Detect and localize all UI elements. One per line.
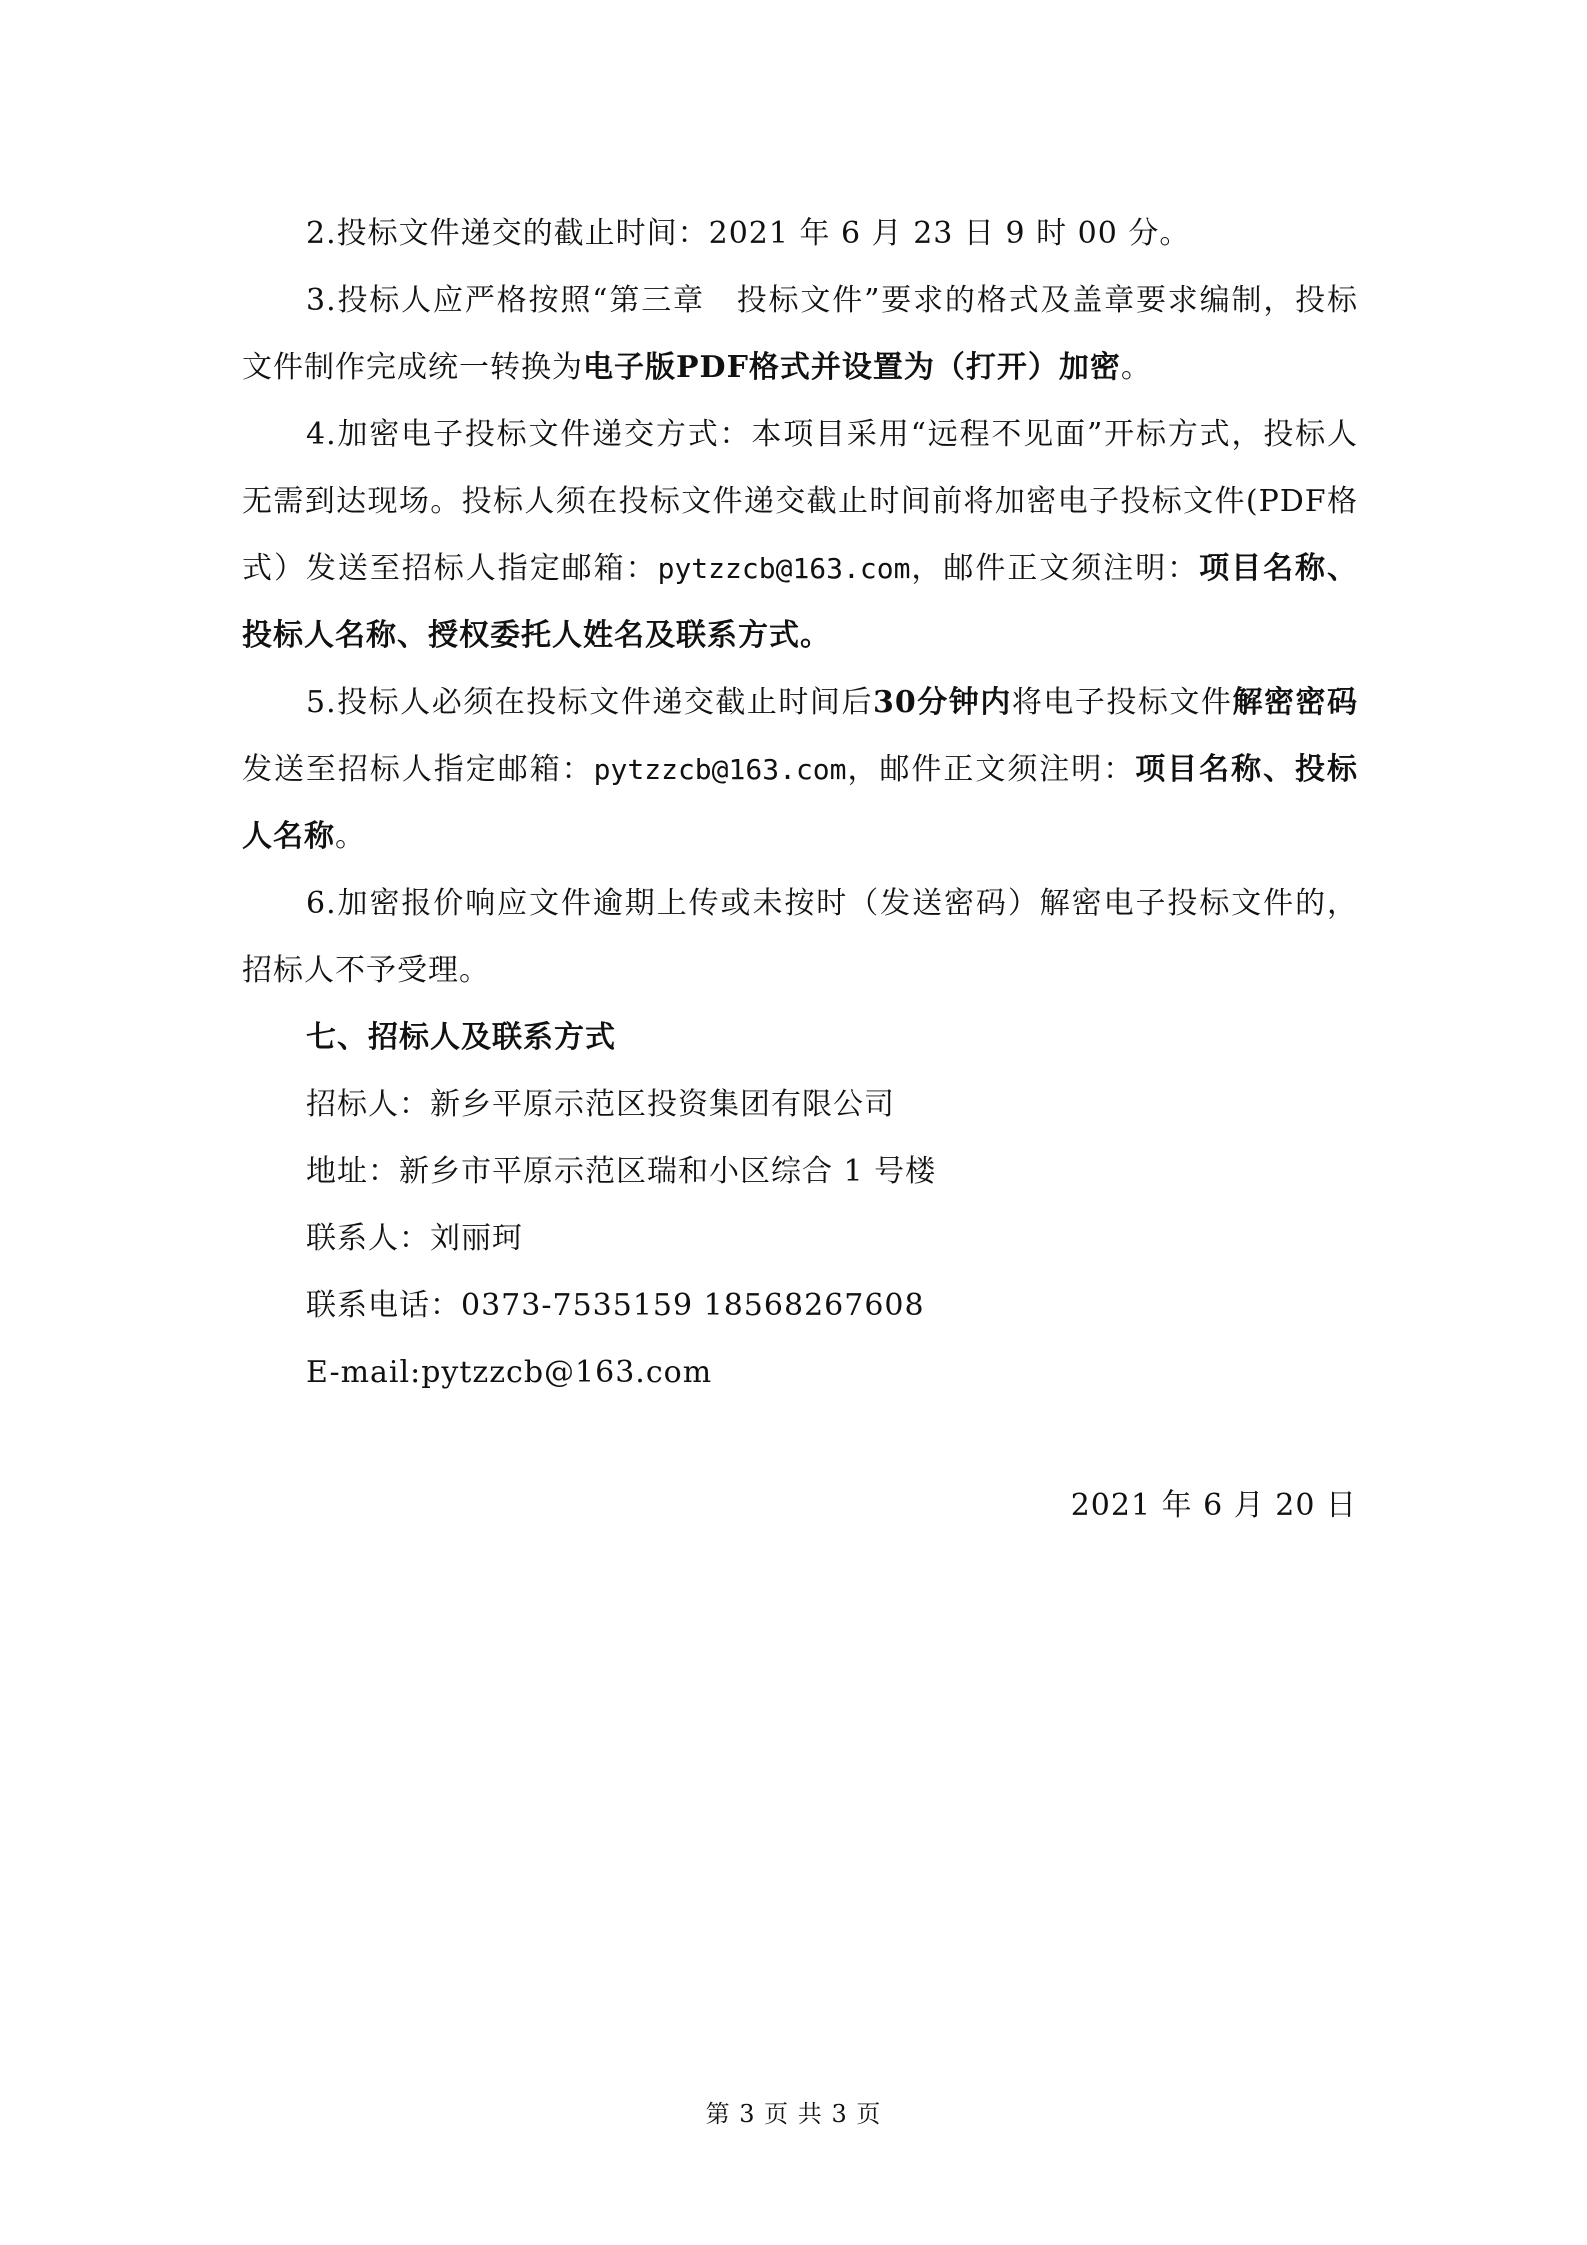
item-4 xyxy=(242,401,1358,669)
item-5-end: 。 xyxy=(335,819,366,854)
document-body xyxy=(242,200,1358,1406)
item-4-email: pytzzcb@163.com xyxy=(657,552,911,585)
item-4-bold: 项目名称、投标人名称、授权委托人姓名及联系方式。 xyxy=(242,551,1359,653)
item-3 xyxy=(242,267,1358,401)
item-5-text: 5.投标人必须在投标文件递交截止时间后 xyxy=(306,685,873,720)
phone-line: 联系电话：0373-7535159 18568267608 xyxy=(306,1288,925,1323)
item-5-bold-password: 解密密码 xyxy=(1232,685,1359,720)
item-5-email: pytzzcb@163.com xyxy=(593,753,847,786)
item-5 xyxy=(242,669,1358,870)
tenderer-line: 招标人：新乡平原示范区投资集团有限公司 xyxy=(306,1087,895,1122)
contact-line: 联系人：刘丽珂 xyxy=(306,1221,523,1256)
item-3-text: 3.投标人应严格按照“第三章 投标文件”要求的格式及盖章要求编制，投标文件制作完成统一转换为 xyxy=(242,283,1358,385)
document-date: 2021 年 6 月 20 日 xyxy=(1070,1488,1357,1523)
item-5-text-b: 将电子投标文件 xyxy=(1011,685,1233,720)
item-4-text: 4.加密电子投标文件递交方式：本项目采用“远程不见面”开标方式，投标人无需到达现场。投标人须在投标文件递交截止时间前将加密电子投标文件(PDF格式）发送至招标人指定邮箱： xyxy=(242,417,1358,586)
email-line: E-mail:pytzzcb@163.com xyxy=(306,1355,713,1390)
item-3-end: 。 xyxy=(1120,350,1152,385)
item-5-bold-time: 30分钟内 xyxy=(872,685,1012,720)
section-7-heading: 七、招标人及联系方式 xyxy=(306,1020,616,1055)
item-2: 2.投标文件递交的截止时间：2021 年 6 月 23 日 9 时 00 分。 xyxy=(306,216,1191,251)
item-5-bold-fields: 项目名称、投标人名称 xyxy=(242,752,1359,854)
page-footer: 第 3 页 共 3 页 xyxy=(705,2100,882,2128)
item-6: 6.加密报价响应文件逾期上传或未按时（发送密码）解密电子投标文件的，招标人不予受理。 xyxy=(242,886,1358,988)
item-5-text-c: 发送至招标人指定邮箱： xyxy=(242,752,594,787)
item-3-bold: 电子版PDF格式并设置为（打开）加密 xyxy=(583,350,1121,385)
address-line: 地址：新乡市平原示范区瑞和小区综合 1 号楼 xyxy=(306,1154,937,1189)
item-5-text-d: ，邮件正文须注明： xyxy=(846,752,1136,787)
item-4-text-b: ，邮件正文须注明： xyxy=(910,551,1200,586)
